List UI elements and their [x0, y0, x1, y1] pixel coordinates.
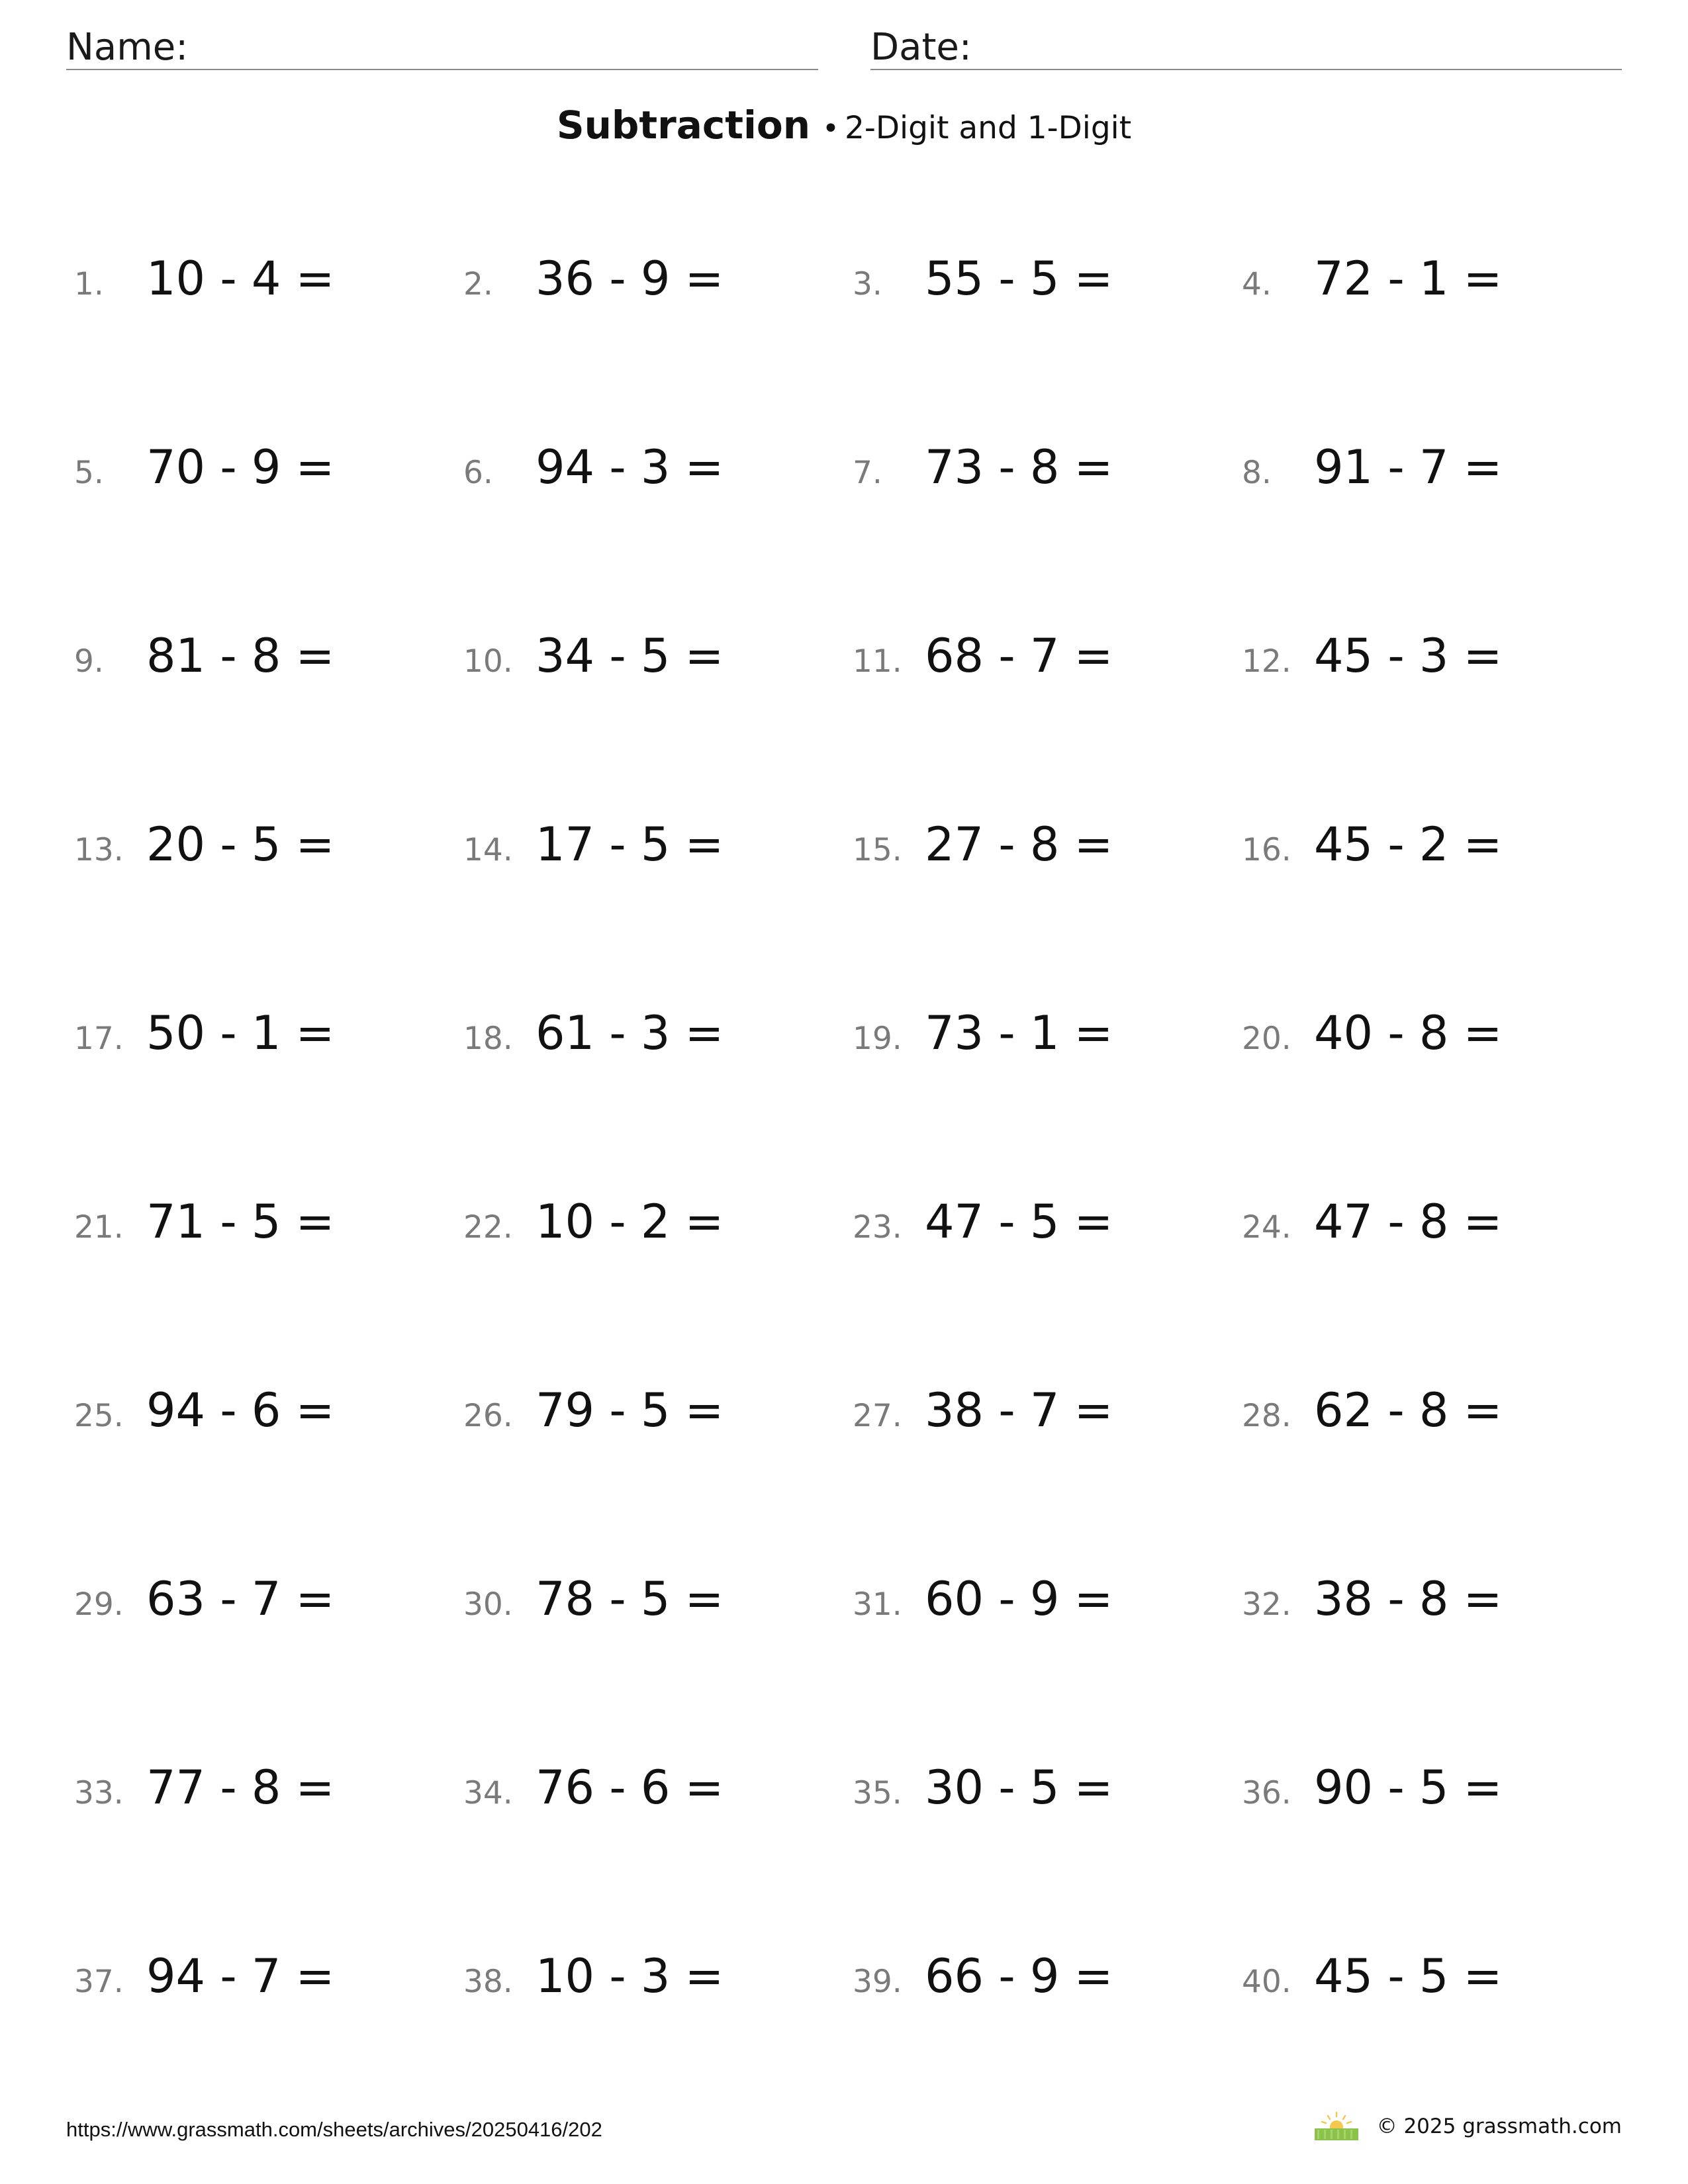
problem-equation: 90 - 5 =: [1314, 1760, 1503, 1815]
problem-number: 38.: [463, 1964, 513, 2000]
problem-equation: 20 - 5 =: [146, 817, 335, 872]
problem-item: [463, 1572, 853, 1760]
problem-number: 22.: [463, 1209, 513, 1246]
problem-item: [853, 440, 1242, 629]
problem-number: 8.: [1242, 455, 1272, 491]
problem-equation: 77 - 8 =: [146, 1760, 335, 1815]
grass-sun-logo-icon: [1313, 2111, 1360, 2142]
problem-equation: 47 - 5 =: [925, 1195, 1113, 1249]
problem-equation: 10 - 4 =: [146, 251, 335, 306]
problem-grid: [74, 251, 1623, 2138]
problem-item: [74, 1572, 463, 1760]
problem-item: [1242, 1006, 1631, 1195]
problem-equation: 38 - 8 =: [1314, 1572, 1503, 1626]
problem-equation: 68 - 7 =: [925, 629, 1113, 683]
worksheet-title: [0, 103, 1688, 148]
problem-item: [1242, 817, 1631, 1006]
date-label: Date:: [870, 26, 972, 69]
problem-item: [853, 1949, 1242, 2138]
problem-number: 4.: [1242, 266, 1272, 302]
problem-number: 10.: [463, 643, 513, 680]
problem-equation: 94 - 6 =: [146, 1383, 335, 1437]
problem-equation: 45 - 3 =: [1314, 629, 1503, 683]
problem-item: [74, 1006, 463, 1195]
title-main: Subtraction: [556, 103, 811, 148]
problem-number: 27.: [853, 1398, 902, 1434]
problem-equation: 61 - 3 =: [536, 1006, 724, 1060]
problem-number: 16.: [1242, 832, 1291, 868]
problem-item: [463, 1760, 853, 1949]
problem-equation: 62 - 8 =: [1314, 1383, 1503, 1437]
problem-item: [74, 1383, 463, 1572]
problem-number: 31.: [853, 1586, 902, 1623]
problem-item: [853, 1195, 1242, 1383]
problem-item: [853, 1572, 1242, 1760]
problem-number: 1.: [74, 266, 104, 302]
problem-equation: 38 - 7 =: [925, 1383, 1113, 1437]
problem-item: [853, 629, 1242, 817]
problem-item: [463, 1383, 853, 1572]
problem-number: 17.: [74, 1021, 124, 1057]
problem-number: 12.: [1242, 643, 1291, 680]
problem-item: [463, 440, 853, 629]
problem-item: [853, 1383, 1242, 1572]
problem-item: [463, 1195, 853, 1383]
problem-equation: 45 - 5 =: [1314, 1949, 1503, 2003]
problem-number: 39.: [853, 1964, 902, 2000]
problem-equation: 78 - 5 =: [536, 1572, 724, 1626]
problem-item: [1242, 440, 1631, 629]
problem-item: [1242, 629, 1631, 817]
problem-item: [74, 817, 463, 1006]
problem-item: [463, 251, 853, 440]
problem-equation: 50 - 1 =: [146, 1006, 335, 1060]
problem-number: 23.: [853, 1209, 902, 1246]
problem-equation: 10 - 3 =: [536, 1949, 724, 2003]
name-label: Name:: [66, 26, 189, 69]
date-field[interactable]: [870, 23, 1622, 70]
name-field[interactable]: [66, 23, 818, 70]
problem-equation: 71 - 5 =: [146, 1195, 335, 1249]
title-bullet: •: [822, 112, 839, 146]
problem-item: [74, 629, 463, 817]
problem-number: 40.: [1242, 1964, 1291, 2000]
problem-equation: 94 - 3 =: [536, 440, 724, 494]
problem-equation: 79 - 5 =: [536, 1383, 724, 1437]
problem-equation: 60 - 9 =: [925, 1572, 1113, 1626]
problem-item: [853, 817, 1242, 1006]
problem-item: [74, 1949, 463, 2138]
problem-number: 25.: [74, 1398, 124, 1434]
problem-equation: 17 - 5 =: [536, 817, 724, 872]
problem-item: [463, 629, 853, 817]
problem-equation: 30 - 5 =: [925, 1760, 1113, 1815]
problem-item: [463, 1006, 853, 1195]
problem-item: [1242, 1383, 1631, 1572]
problem-item: [1242, 1572, 1631, 1760]
problem-number: 20.: [1242, 1021, 1291, 1057]
problem-equation: 76 - 6 =: [536, 1760, 724, 1815]
problem-equation: 66 - 9 =: [925, 1949, 1113, 2003]
problem-number: 30.: [463, 1586, 513, 1623]
problem-number: 28.: [1242, 1398, 1291, 1434]
problem-equation: 47 - 8 =: [1314, 1195, 1503, 1249]
problem-item: [74, 251, 463, 440]
problem-number: 5.: [74, 455, 104, 491]
problem-item: [463, 817, 853, 1006]
problem-item: [1242, 1195, 1631, 1383]
footer-url: https://www.grassmath.com/sheets/archives/20250416/202: [66, 2118, 602, 2141]
problem-number: 13.: [74, 832, 124, 868]
problem-equation: 34 - 5 =: [536, 629, 724, 683]
problem-equation: 10 - 2 =: [536, 1195, 724, 1249]
problem-equation: 81 - 8 =: [146, 629, 335, 683]
problem-equation: 55 - 5 =: [925, 251, 1113, 306]
problem-number: 33.: [74, 1775, 124, 1811]
problem-equation: 72 - 1 =: [1314, 251, 1503, 306]
problem-equation: 73 - 8 =: [925, 440, 1113, 494]
problem-item: [853, 1006, 1242, 1195]
problem-number: 37.: [74, 1964, 124, 2000]
problem-number: 3.: [853, 266, 882, 302]
problem-item: [1242, 1760, 1631, 1949]
problem-number: 15.: [853, 832, 902, 868]
problem-equation: 94 - 7 =: [146, 1949, 335, 2003]
problem-item: [74, 1195, 463, 1383]
problem-equation: 45 - 2 =: [1314, 817, 1503, 872]
title-subtitle: 2-Digit and 1-Digit: [844, 110, 1132, 146]
problem-number: 14.: [463, 832, 513, 868]
problem-number: 9.: [74, 643, 104, 680]
problem-equation: 63 - 7 =: [146, 1572, 335, 1626]
problem-equation: 73 - 1 =: [925, 1006, 1113, 1060]
problem-equation: 36 - 9 =: [536, 251, 724, 306]
problem-item: [1242, 251, 1631, 440]
footer-copyright: © 2025 grassmath.com: [1376, 2115, 1622, 2138]
problem-number: 26.: [463, 1398, 513, 1434]
problem-number: 24.: [1242, 1209, 1291, 1246]
problem-equation: 70 - 9 =: [146, 440, 335, 494]
problem-equation: 91 - 7 =: [1314, 440, 1503, 494]
problem-number: 18.: [463, 1021, 513, 1057]
problem-item: [463, 1949, 853, 2138]
footer-brand: [1313, 2111, 1622, 2142]
problem-number: 34.: [463, 1775, 513, 1811]
problem-item: [74, 440, 463, 629]
problem-number: 36.: [1242, 1775, 1291, 1811]
problem-number: 21.: [74, 1209, 124, 1246]
problem-equation: 40 - 8 =: [1314, 1006, 1503, 1060]
problem-number: 6.: [463, 455, 493, 491]
problem-item: [853, 1760, 1242, 1949]
problem-number: 19.: [853, 1021, 902, 1057]
problem-number: 35.: [853, 1775, 902, 1811]
problem-item: [1242, 1949, 1631, 2138]
problem-number: 29.: [74, 1586, 124, 1623]
problem-item: [74, 1760, 463, 1949]
problem-item: [853, 251, 1242, 440]
problem-number: 2.: [463, 266, 493, 302]
problem-number: 32.: [1242, 1586, 1291, 1623]
problem-number: 11.: [853, 643, 902, 680]
problem-equation: 27 - 8 =: [925, 817, 1113, 872]
problem-number: 7.: [853, 455, 882, 491]
